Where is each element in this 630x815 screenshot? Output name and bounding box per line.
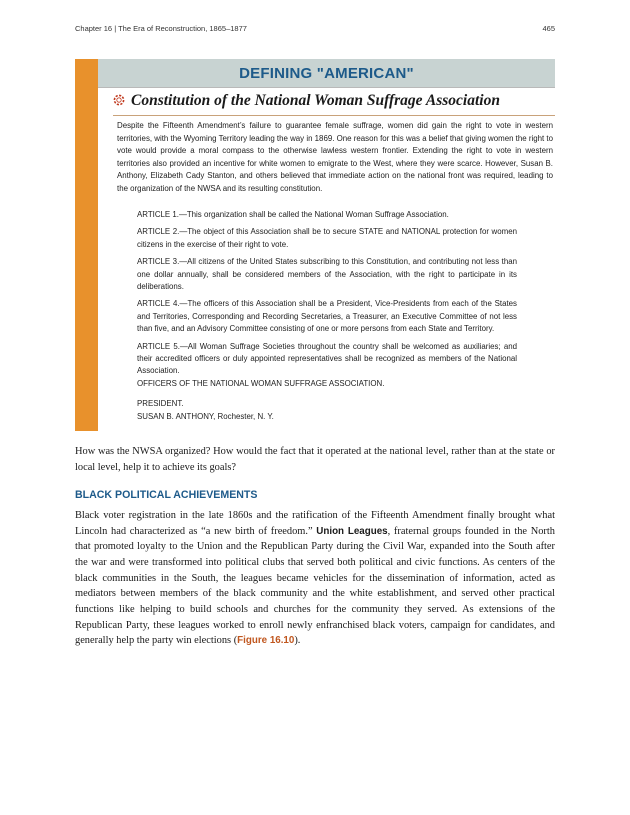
key-term: Union Leagues [316,525,388,537]
president-title: PRESIDENT. [137,399,184,409]
chapter-title: Chapter 16 | The Era of Reconstruction, 1865–1877 [75,24,247,33]
figure-link[interactable]: Figure 16.10 [237,635,295,647]
feature-divider [113,115,555,116]
page-number: 465 [542,24,555,33]
article-3: ARTICLE 3.—All citizens of the United States subscribing to this Constitution, and contributing not less than one dollar annually, shall be considered members of the Association, with the right to participate in its deliberations. [137,257,517,292]
feature-banner-title: DEFINING "AMERICAN" [239,65,414,82]
paragraph-text-2: , fraternal groups founded in the North that promoted loyalty to the Union and the Republican Party during the Civil War, expanded into the South after the war and were transformed into political clubs that served both political and civic functions. As centers of the black communities in the South, the leagues became vehicles for the dissemination of information, acted as mediators between members of the black community and the white establishment, and served other practical functions like helping to build schools and churches for the community they served. As extensions of the Republican Party, these leagues worked to enroll newly enfranchised black voters, campaign for candidates, and generally help the party win elections ( [75,525,555,647]
defining-american-feature [75,59,555,431]
article-1: ARTICLE 1.—This organization shall be called the National Woman Suffrage Association. [137,210,449,219]
article-5: ARTICLE 5.—All Woman Suffrage Societies throughout the country shall be welcomed as auxiliaries; and their accredited officers or duly appointed representatives shall be recognized as members of the National Association. [137,341,517,376]
article-2: ARTICLE 2.—The object of this Association shall be to secure STATE and NATIONAL protection for women citizens in the exercise of their right to vote. [137,227,517,249]
feature-intro: Despite the Fifteenth Amendment’s failure to guarantee female suffrage, women did gain the right to vote in western territories, with the Wyoming Territory leading the way in 1869. One reason for this was a belief that giving women the right to vote would provide a moral compass to the otherwise lawless western frontier. Extending the right to vote in western territories also provided an incentive for white women to emigrate to the West, where they were scarce. However, Susan B. Anthony, Elizabeth Cady Stanton, and others believed that immediate action on the national front was required, leading to the organization of the NWSA and its resulting constitution. [117,121,553,193]
president-name: SUSAN B. ANTHONY, Rochester, N. Y. [137,411,274,421]
feature-banner [98,59,555,88]
constitution-articles [137,209,517,423]
body-paragraph [75,508,555,649]
feature-heading [113,92,555,116]
running-head [75,24,555,36]
officers-line: OFFICERS OF THE NATIONAL WOMAN SUFFRAGE ASSOCIATION. [137,378,385,388]
feature-accent-stripe [75,59,98,431]
article-4: ARTICLE 4.—The officers of this Association shall be a President, Vice-Presidents from each of the States and Territories, Corresponding and Recording Secretaries, a Treasurer, an Executive Committee of not less than five, and an Advisory Committee consisting of one or more persons from each State and Territory. [137,299,517,334]
paragraph-text-3: ). [294,635,301,647]
feature-heading-text: Constitution of the National Woman Suffrage Association [131,92,500,109]
section-heading: BLACK POLITICAL ACHIEVEMENTS [75,489,258,501]
badge-icon [113,93,125,105]
feature-question: How was the NWSA organized? How would the fact that it operated at the national level, rather than at the state or local level, help it to achieve its goals? [75,446,555,473]
paragraph-text-1: Black voter registration in the late 1860s and the ratification of the Fifteenth Amendment finally brought what Lincoln had characterized as “a new birth of freedom.” [75,510,555,537]
